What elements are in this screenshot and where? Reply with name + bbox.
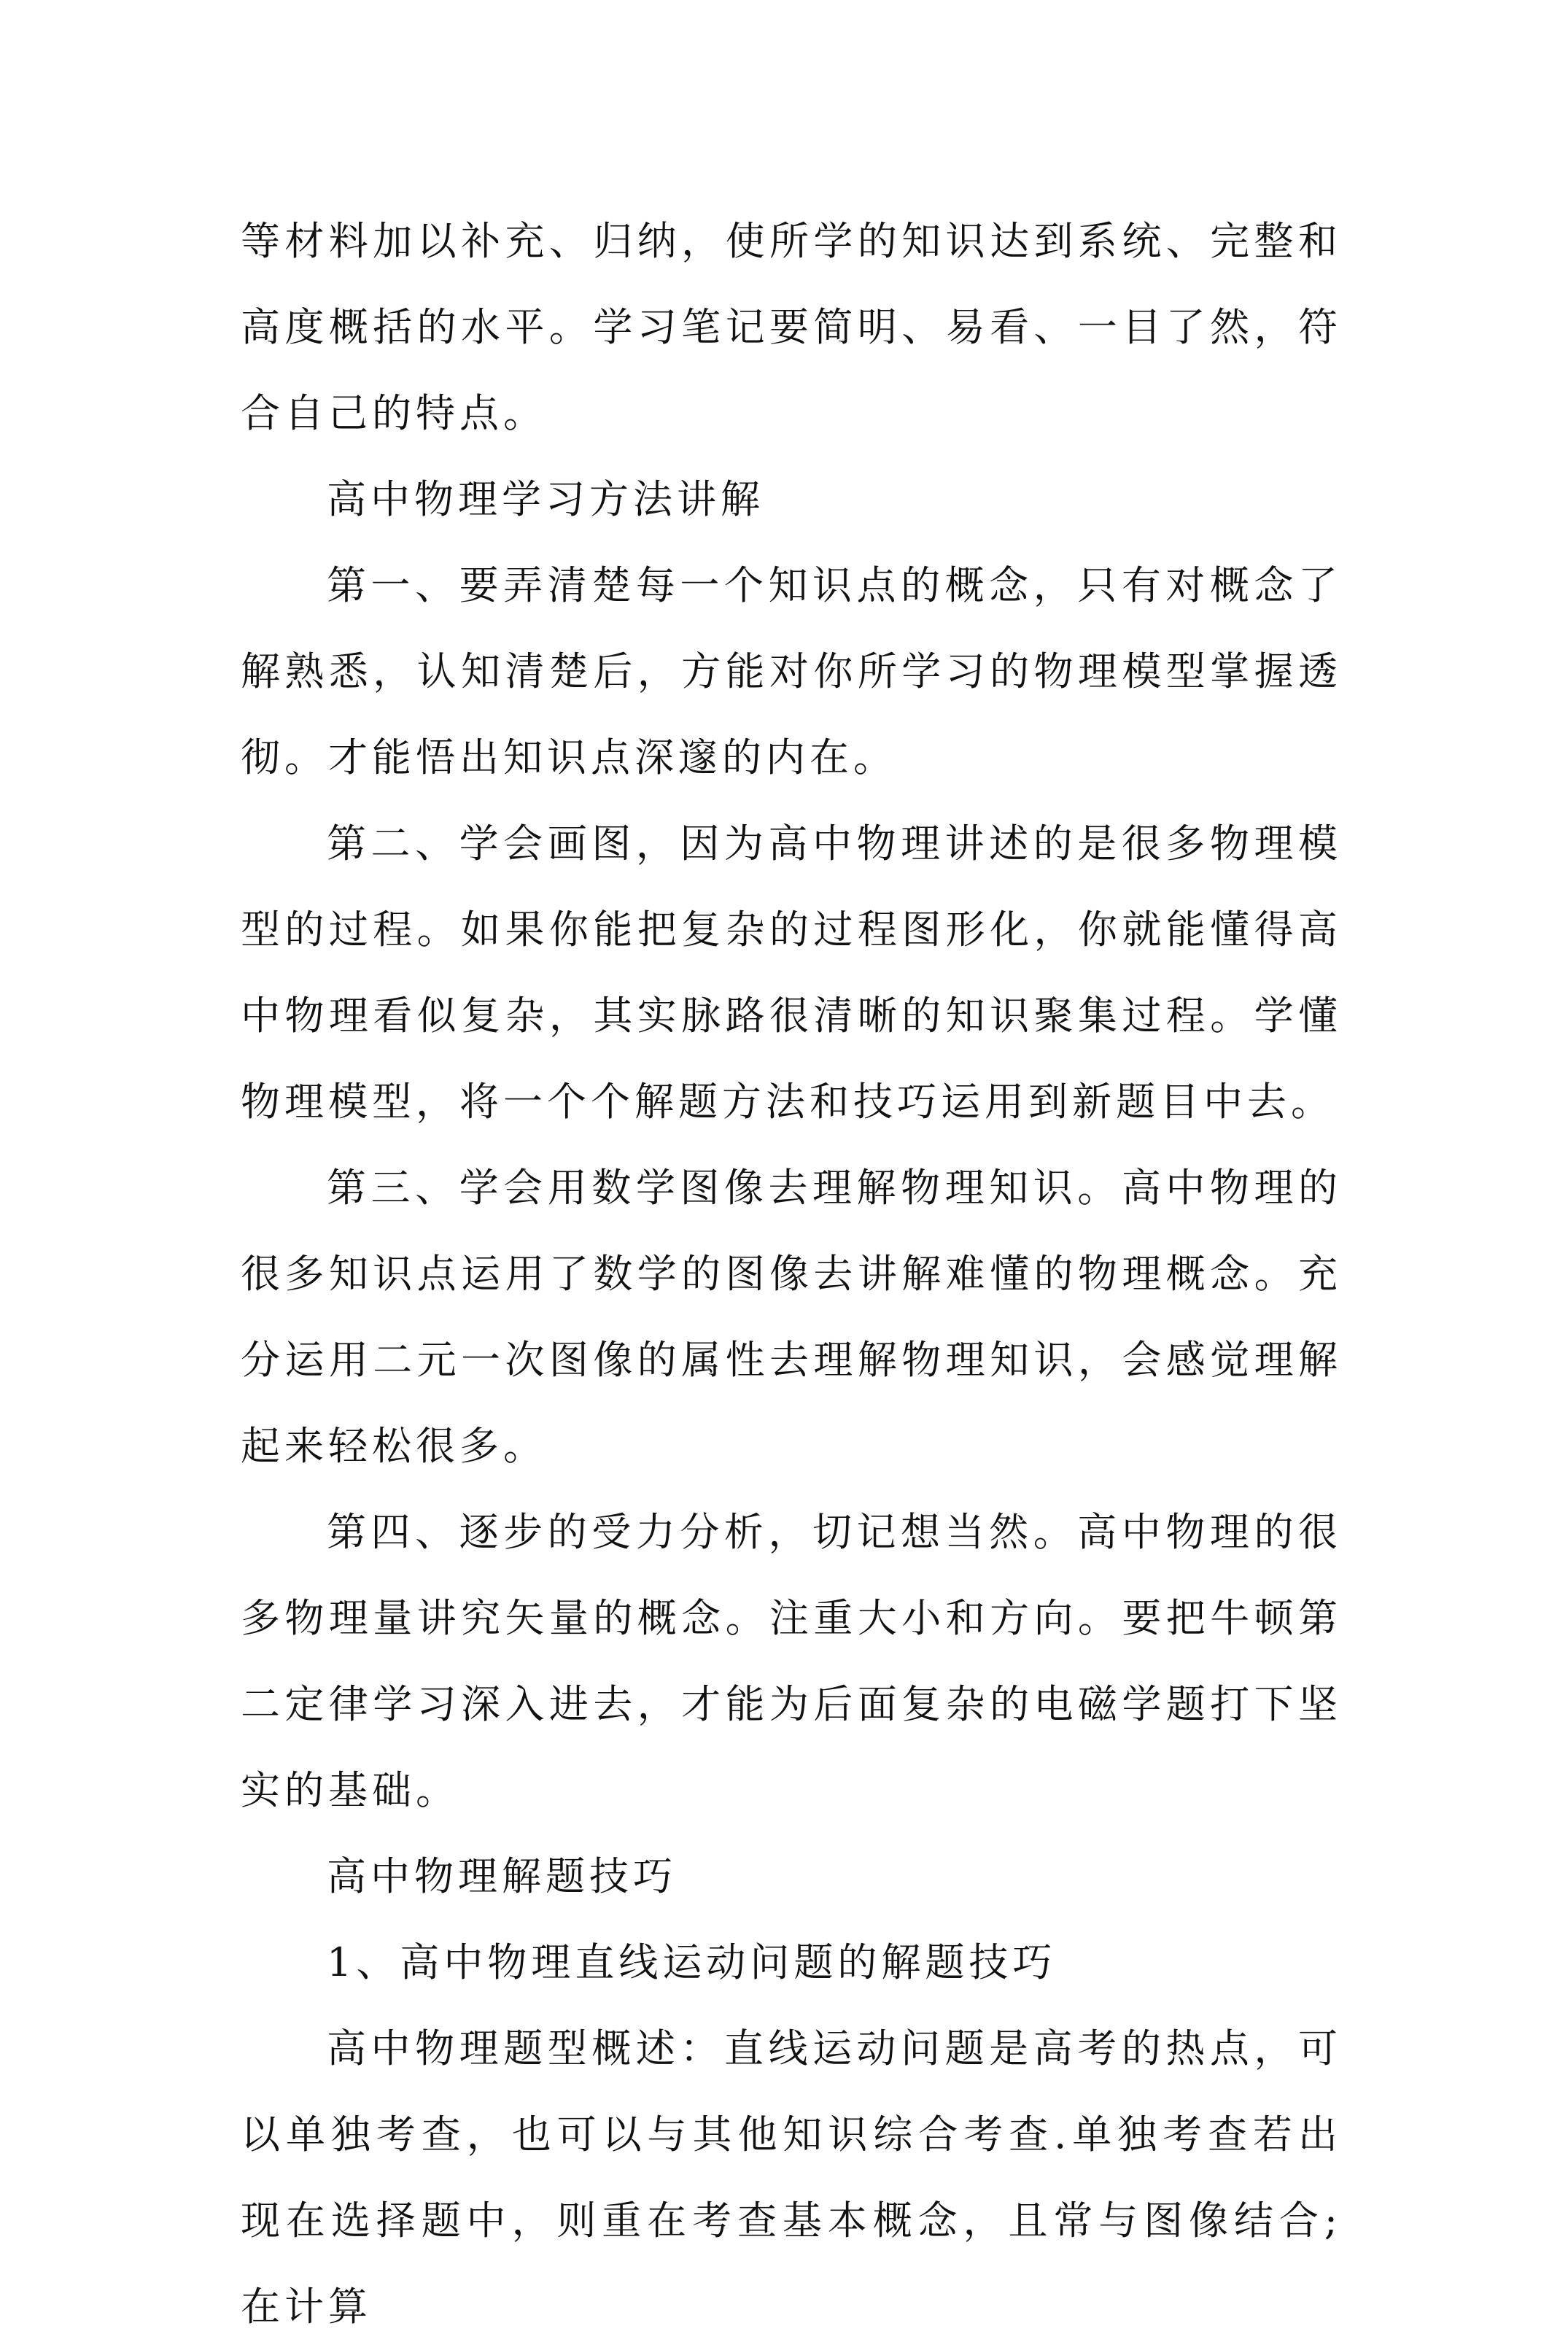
paragraph-method-1: 第一、要弄清楚每一个知识点的概念，只有对概念了解熟悉，认知清楚后，方能对你所学习的物理模型掌握透彻。才能悟出知识点深邃的内在。: [241, 562, 1342, 780]
paragraph-method-4: 第四、逐步的受力分析，切记想当然。高中物理的很多物理量讲究矢量的概念。注重大小和方向。要把牛顿第二定律学习深入进去，才能为后面复杂的电磁学题打下坚实的基础。: [241, 1509, 1342, 1813]
paragraph-linear-motion-overview: 高中物理题型概述：直线运动问题是高考的热点，可以单独考查，也可以与其他知识综合考查.单独考查若出现在选择题中，则重在考查基本概念，且常与图像结合;在计算: [241, 2025, 1342, 2330]
section-heading-problem-solving: 高中物理解题技巧: [327, 1853, 677, 1899]
section-heading-learning-methods: 高中物理学习方法讲解: [327, 476, 764, 522]
paragraph-method-3: 第三、学会用数学图像去理解物理知识。高中物理的很多知识点运用了数学的图像去讲解难懂的物理概念。充分运用二元一次图像的属性去理解物理知识，会感觉理解起来轻松很多。: [241, 1165, 1342, 1469]
paragraph-method-2: 第二、学会画图，因为高中物理讲述的是很多物理模型的过程。如果你能把复杂的过程图形化，你就能懂得高中物理看似复杂，其实脉路很清晰的知识聚集过程。学懂物理模型，将一个个解题方法和技巧运用到新题目中去。: [241, 821, 1342, 1125]
document-body: [241, 198, 1342, 2350]
subsection-heading-linear-motion: 1、高中物理直线运动问题的解题技巧: [327, 1939, 1057, 1985]
paragraph-continuation: 等材料加以补充、归纳，使所学的知识达到系统、完整和高度概括的水平。学习笔记要简明、易看、一目了然，符合自己的特点。: [241, 218, 1342, 436]
